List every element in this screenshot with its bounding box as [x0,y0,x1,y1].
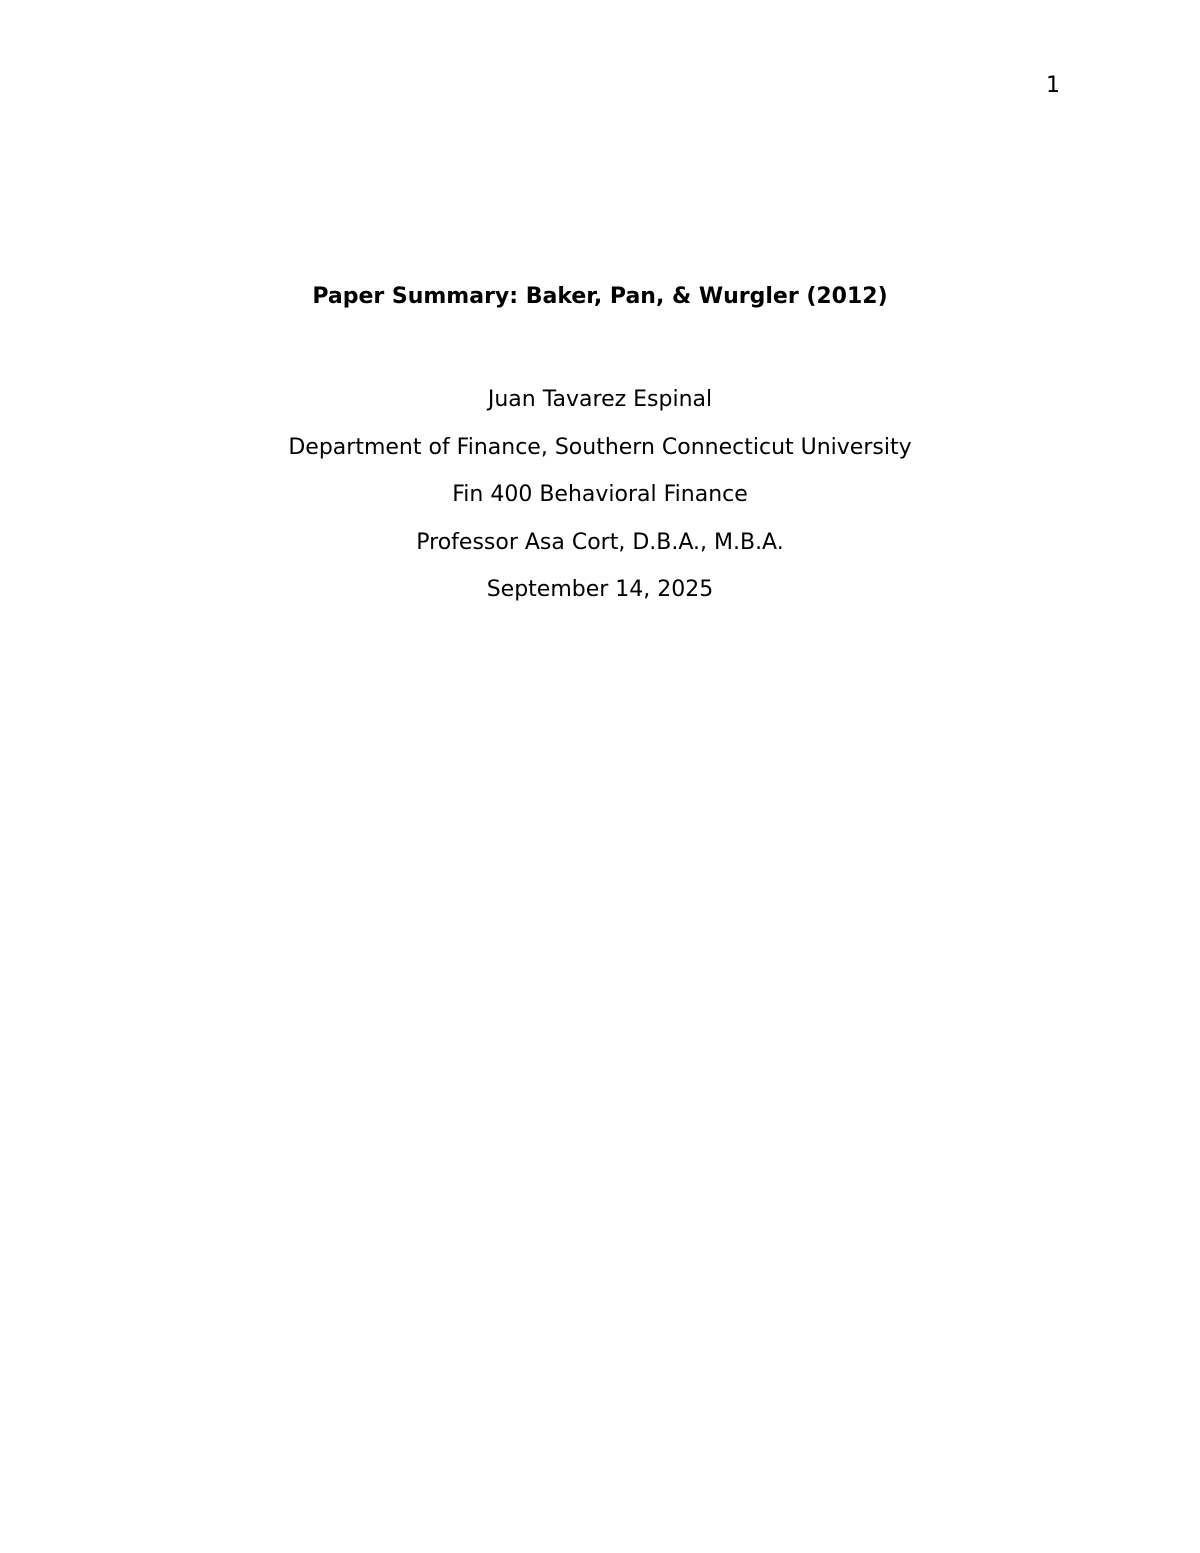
course-name: Fin 400 Behavioral Finance [452,482,748,507]
title-page-details [0,376,1200,614]
instructor-name: Professor Asa Cort, D.B.A., M.B.A. [416,529,784,555]
title-block [0,282,1200,312]
author-affiliation: Department of Finance, Southern Connecticut University [288,434,912,460]
due-date: September 14, 2025 [486,577,714,602]
author-name: Juan Tavarez Espinal [487,387,713,412]
paper-title: Paper Summary: Baker, Pan, & Wurgler (2012) [312,284,888,309]
page-number: 1 [1046,73,1060,98]
